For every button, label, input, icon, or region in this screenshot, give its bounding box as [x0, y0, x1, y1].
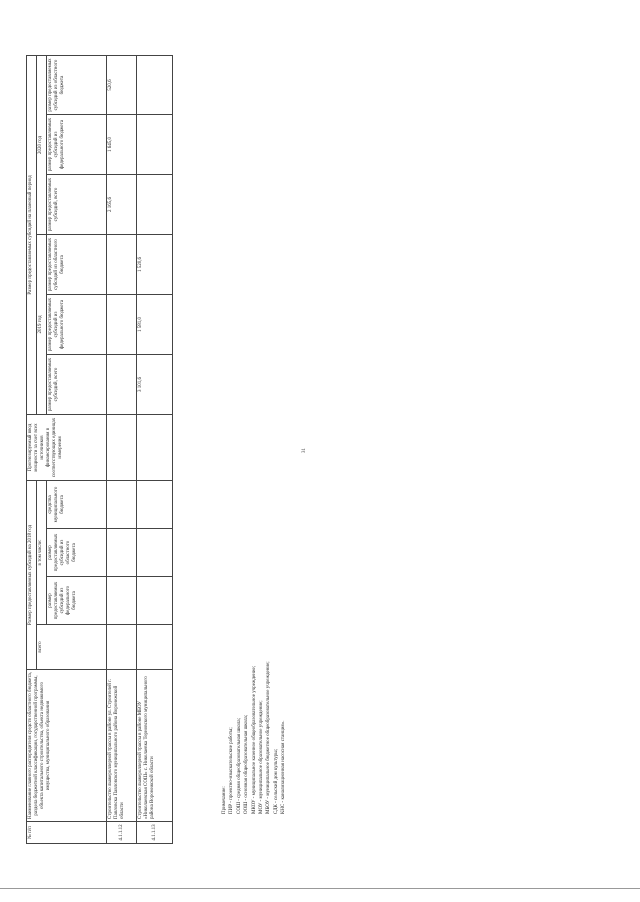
header-total-2020: размер предоставляемых субсидий, всего — [47, 174, 107, 234]
row-fed-2020: 1 645,0 — [107, 114, 137, 174]
row-total-2019 — [107, 354, 137, 414]
scan-edge-line — [0, 888, 640, 889]
note-item: ООШ - основная общеобразовательная школа; — [244, 714, 250, 814]
header-obl-2019: размер предоставляемых субсидий из областного бюджета — [47, 234, 107, 294]
page-number: 31 — [302, 448, 307, 453]
row-num: 4.1.1.12 — [107, 822, 137, 844]
header-subsidies-2018: Размер предоставляемых субсидий на 2018 год — [27, 480, 37, 669]
subsidy-table — [26, 55, 173, 844]
row-name: Строительство лыжероллерной трассы в районе МБОУ «Николаевская СОШ» с. Николаевка Терновского муниципального района Воронежской области — [137, 670, 173, 822]
header-mun-2018: средства муниципального бюджета — [47, 480, 107, 528]
header-capacity: Прогнозируемый ввод мощности за счет всех источников финансирования в соответствующих единицах измерения — [27, 414, 107, 480]
row-total-2020 — [137, 174, 173, 234]
header-fed-2019: размер предоставляемых субсидий из федерального бюджета — [47, 294, 107, 354]
note-item: ПИР - проектно-изыскательские работы; — [229, 727, 235, 814]
row-num: 4.1.1.13 — [137, 822, 173, 844]
row-obl-2020 — [137, 55, 173, 114]
row-name: Строительство лыжероллерной трассы в районе ул. Строителей г. Павловска Павловского муниципального района Воронежской области — [107, 670, 137, 822]
header-including: в том числе: — [37, 480, 47, 624]
row-total-2019: 3 101,6 — [137, 354, 173, 414]
note-item: СОШ - средняя общеобразовательная школа; — [236, 718, 242, 814]
header-obl-2020: размер предоставляемых субсидий из областного бюджета — [47, 55, 107, 114]
header-year-2019: 2019 год — [37, 234, 47, 414]
notes-block — [221, 661, 288, 814]
notes-title: Примечание: — [222, 786, 227, 814]
header-fed-2018: размер предоставляемых субсидий из федерального бюджета — [47, 577, 107, 625]
row-total-2020: 2 165,6 — [107, 174, 137, 234]
row-obl-2019 — [107, 234, 137, 294]
header-num: № п/п — [27, 822, 107, 844]
header-total-2019: размер предоставляемых субсидий, всего — [47, 354, 107, 414]
header-fed-2020: размер предоставляемых субсидий из федерального бюджета — [47, 114, 107, 174]
document-content — [26, 56, 326, 844]
row-fed-2019: 1 581,0 — [137, 294, 173, 354]
table-row — [107, 55, 137, 843]
note-item: СДК - сельский дом культуры; — [273, 749, 279, 814]
note-item: МКОУ - муниципальное казенное общеобразовательное учреждение; — [251, 665, 257, 814]
row-fed-2019 — [107, 294, 137, 354]
note-item: КНС - канализационная насосная станция». — [281, 720, 287, 814]
row-obl-2019: 1 520,6 — [137, 234, 173, 294]
header-name: Наименование главного распорядителя средств областного бюджета, раздела бюджетной классификации, государственной программы, объекта капитального строительства, объекта недвижимого имущества, муниципального образования — [27, 670, 107, 822]
row-fed-2020 — [137, 114, 173, 174]
header-total-2018: всего — [37, 625, 107, 670]
header-year-2020: 2020 год — [37, 55, 47, 234]
table-row — [137, 55, 173, 843]
note-item: МОУ - муниципальное образовательное учреждение; — [259, 700, 265, 814]
header-obl-2018: размер предоставляемых субсидий из областного бюджета — [47, 529, 107, 577]
note-item: МБОУ - муниципальное бюджетное общеобразовательное учреждение; — [266, 661, 272, 814]
header-plan-period: Размер предоставляемых субсидий на плановый период — [27, 55, 37, 414]
row-obl-2020: 520,6 — [107, 55, 137, 114]
